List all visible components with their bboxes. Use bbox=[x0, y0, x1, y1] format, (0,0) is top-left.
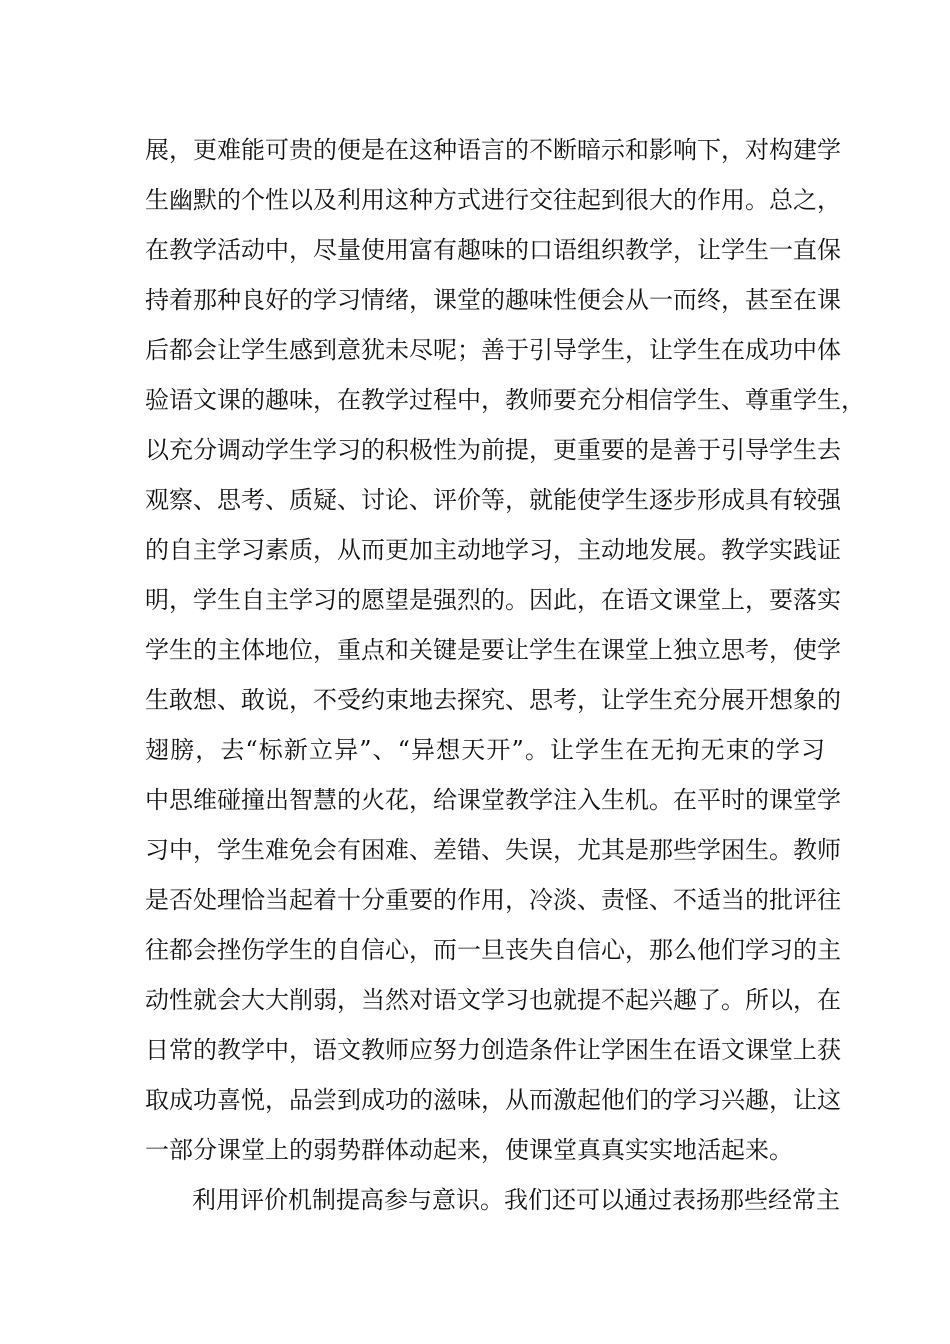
next-paragraph-first-line: 利用评价机制提高参与意识。我们还可以通过表扬那些经常主 bbox=[192, 1186, 840, 1214]
paragraph-line: 学生的主体地位，重点和关键是要让学生在课堂上独立思考，使学 bbox=[145, 636, 841, 664]
paragraph-line: 动性就会大大削弱，当然对语文学习也就提不起兴趣了。所以，在 bbox=[145, 986, 841, 1014]
paragraph-line: 以充分调动学生学习的积极性为前提，更重要的是善于引导学生去 bbox=[145, 436, 841, 464]
paragraph-line: 翅膀，去“标新立异”、“异想天开”。让学生在无拘无束的学习 bbox=[145, 736, 825, 764]
paragraph-line: 的自主学习素质，从而更加主动地学习，主动地发展。教学实践证 bbox=[145, 536, 841, 564]
paragraph-line: 生敢想、敢说，不受约束地去探究、思考，让学生充分展开想象的 bbox=[145, 686, 841, 714]
paragraph-line: 习中，学生难免会有困难、差错、失误，尤其是那些学困生。教师 bbox=[145, 836, 841, 864]
paragraph-line: 生幽默的个性以及利用这种方式进行交往起到很大的作用。总之， bbox=[145, 186, 841, 214]
paragraph-line: 后都会让学生感到意犹未尽呢；善于引导学生，让学生在成功中体 bbox=[145, 336, 841, 364]
paragraph-line: 是否处理恰当起着十分重要的作用，冷淡、责怪、不适当的批评往 bbox=[145, 886, 841, 914]
paragraph-line: 观察、思考、质疑、讨论、评价等，就能使学生逐步形成具有较强 bbox=[145, 486, 841, 514]
paragraph-line: 取成功喜悦，品尝到成功的滋味，从而激起他们的学习兴趣，让这 bbox=[145, 1086, 841, 1114]
paragraph-last-line: 一部分课堂上的弱势群体动起来，使课堂真真实实地活起来。 bbox=[145, 1136, 793, 1164]
paragraph-line: 验语文课的趣味，在教学过程中，教师要充分相信学生、尊重学生， bbox=[145, 386, 865, 414]
paragraph-line: 持着那种良好的学习情绪，课堂的趣味性便会从一而终，甚至在课 bbox=[145, 286, 841, 314]
paragraph-line: 展，更难能可贵的便是在这种语言的不断暗示和影响下，对构建学 bbox=[145, 136, 841, 164]
paragraph-line: 中思维碰撞出智慧的火花，给课堂教学注入生机。在平时的课堂学 bbox=[145, 786, 841, 814]
paragraph-line: 日常的教学中，语文教师应努力创造条件让学困生在语文课堂上获 bbox=[145, 1036, 841, 1064]
paragraph-line: 在教学活动中，尽量使用富有趣味的口语组织教学，让学生一直保 bbox=[145, 236, 841, 264]
paragraph-line: 明，学生自主学习的愿望是强烈的。因此，在语文课堂上，要落实 bbox=[145, 586, 841, 614]
paragraph-line: 往都会挫伤学生的自信心，而一旦丧失自信心，那么他们学习的主 bbox=[145, 936, 841, 964]
